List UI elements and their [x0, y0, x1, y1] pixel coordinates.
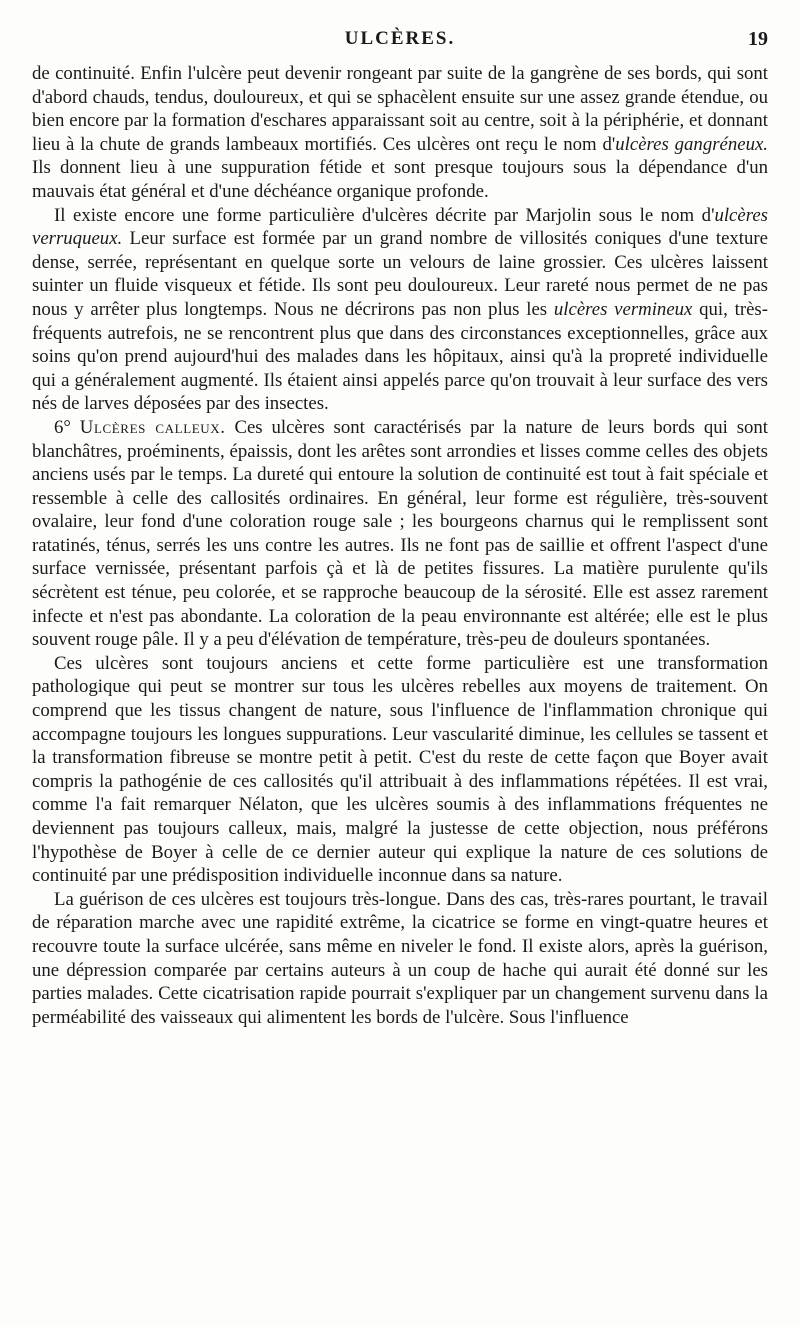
term-italic: ulcères gangréneux. — [615, 133, 769, 155]
text-run: Ces ulcères sont toujours anciens et cette forme particulière est une transformation pathologique qui peut se montrer sur tous les ulcères rebelles aux moyens de traitement. On comprend que les tissus changent de nature, sous l'influence de l'inflammation chronique qui accompagne toujours les longues suppurations. Leur vascularité diminue, les cellules se tassent et la transformation fibreuse se montre petit à petit. C'est du reste de cette façon que Boyer avait compris la pathogénie de ces callosités qu'il attribuait à des inflammations répétées. Il est vrai, comme l'a fait remarquer Nélaton, que les ulcères soumis à des inflammations fréquentes ne deviennent pas toujours calleux, mais, malgré la justesse de cette objection, nous préférons l'hypothèse de Boyer à celle de ce dernier auteur qui explique la nature de ces solutions de continuité par une prédisposition individuelle inconnue dans sa nature. — [32, 652, 768, 887]
paragraph-verrucous-ulcers — [32, 204, 768, 416]
paragraph-gangrenous-ulcers — [32, 62, 768, 204]
paragraph-callous-ulcers — [32, 416, 768, 652]
section-number: 6° — [54, 416, 80, 438]
running-title: ULCÈRES. — [344, 28, 456, 49]
term-italic: ulcères vermineux — [553, 298, 693, 320]
paragraph-healing — [32, 888, 768, 1030]
running-head — [32, 28, 768, 58]
body-text — [32, 62, 768, 1029]
text-run: Ces ulcères sont caractérisés par la nature de leurs bords qui sont blanchâtres, proéminents, épaissis, dont les arêtes sont arrondies et lisses comme celles des objets anciens usés par le temps. La dureté qui entoure la solution de continuité est tout à fait spéciale et ressemble à celle des callosités ordinaires. En général, leur forme est régulière, très-souvent ovalaire, leur fond d'une coloration rouge sale ; les bourgeons charnus qui le remplissent sont ratatinés, ténus, serrés les uns contre les autres. Ils ne font pas de saillie et offrent l'aspect d'une surface vernissée, présentant parfois çà et là de petites fissures. La matière purulente qu'ils sécrètent est ténue, peu colorée, et se rapproche beaucoup de la sérosité. Elle est assez rarement infecte et n'est pas abondante. La coloration de la peau environnante est altérée; elle est le plus souvent rouge pâle. Il y a peu d'élévation de température, très-peu de douleurs spontanées. — [32, 416, 769, 651]
paragraph-pathogenesis — [32, 652, 768, 888]
text-run: qui, très-fréquents autrefois, ne se rencontrent plus que dans des circonstances exceptionnelles, grâce aux soins qu'on prend aujourd'hui des malades dans les hôpitaux, ainsi qu'à la propreté individuelle qui a généralement augmenté. Ils étaient ainsi appelés parce qu'on trouvait à leur surface des vers nés de larves déposées par des insectes. — [32, 298, 768, 415]
text-run: Leur surface est formée par un grand nombre de villosités coniques d'une texture dense, serrée, représentant en quelque sorte un velours de laine grossier. Ces ulcères laissent suinter un fluide visqueux et fétide. Ils sont peu douloureux. Leur rareté nous permet de ne pas nous y arrêter plus longtemps. Nous ne décrirons pas non plus les — [32, 228, 768, 320]
text-run: de continuité. Enfin l'ulcère peut devenir rongeant par suite de la gangrène de ses bords, qui sont d'abord chauds, tendus, douloureux, et qui se sphacèlent ensuite sur une assez grande étendue, ou bien encore par la formation d'eschares apparaissant soit au centre, soit à la périphérie, et donnant lieu à la chute de grands lambeaux mortifiés. Ces ulcères ont reçu le nom d' — [32, 63, 768, 155]
text-run: La guérison de ces ulcères est toujours très-longue. Dans des cas, très-rares pourtant, le travail de réparation marche avec une rapidité extrême, la cicatrice se forme en vingt-quatre heures et recouvre toute la surface ulcérée, sans même en niveler le fond. Il existe alors, après la guérison, une dépression comparée par certains auteurs à un coup de hache qui aurait été donné sur les parties malades. Cette cicatrisation rapide pourrait s'expliquer par un changement survenu dans la perméabilité des vaisseaux qui alimentent les bords de l'ulcère. Sous l'influence — [32, 888, 768, 1028]
term-italic: ulcères verruqueux. — [32, 204, 768, 250]
text-run: Il existe encore une forme particulière d'ulcères décrite par Marjolin sous le nom d' — [54, 204, 715, 226]
section-heading: Ulcères calleux. — [79, 416, 226, 438]
text-run: Ils donnent lieu à une suppuration fétide et sont presque toujours sous la dépendance d'un mauvais état général et d'une déchéance organique profonde. — [32, 157, 768, 202]
page-number: 19 — [748, 28, 768, 50]
